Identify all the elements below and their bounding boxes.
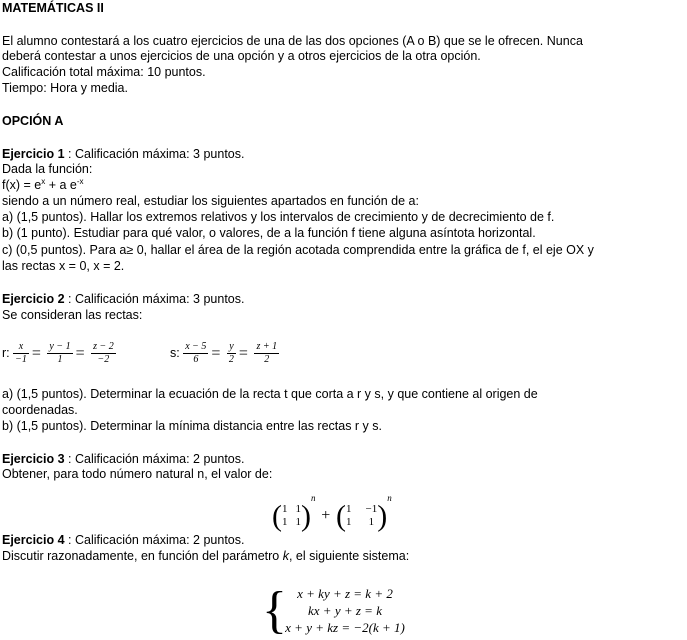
ex2-part-a-1: a) (1,5 puntos). Determinar la ecuación de la recta t que corta a r y s, y que contiene al origen de bbox=[2, 387, 538, 401]
ex2-part-a-2: coordenadas. bbox=[2, 403, 78, 417]
ex1-heading bbox=[2, 147, 245, 162]
exam-title: MATEMÁTICAS II bbox=[2, 1, 104, 15]
ex1-score: : Calificación máxima: 3 puntos. bbox=[64, 147, 245, 161]
ex1-function: $f(x) = e^x + a$ $e^{-x}$ bbox=[2, 177, 84, 192]
line-s-equation: s: $\frac{x - 5}{6}$ = $\frac{y}{2}$ = $\frac{z + 1}{2}$ bbox=[170, 341, 278, 366]
equation-3: x + y + kz = −2(k + 1) bbox=[285, 620, 405, 635]
line-r-label: r: bbox=[2, 346, 10, 360]
ex3-label: Ejercicio 3 bbox=[2, 452, 65, 466]
equation-1: x + ky + z = k + 2 bbox=[297, 586, 393, 601]
line-s-label: s: bbox=[170, 346, 180, 360]
matrix-1: 1 1 1 1 bbox=[282, 503, 301, 529]
ex4-label: Ejercicio 4 bbox=[2, 533, 65, 547]
ex1-part-c-1: c) (0,5 puntos). Para a≥ 0, hallar el área de la región acotada comprendida entre la gráfica de f, el eje OX y bbox=[2, 243, 594, 257]
r-frac-2: $\frac{y - 1}{1}$ bbox=[49, 341, 71, 366]
intro-line-1: El alumno contestará a los cuatro ejercicios de una de las dos opciones (A o B) que se le ofrecen. Nunca bbox=[2, 34, 583, 48]
ex2-heading bbox=[2, 292, 245, 307]
matrix-2: 1 −1 1 1 bbox=[346, 503, 378, 529]
equation-system bbox=[270, 585, 420, 636]
s-frac-1: $\frac{x - 5}{6}$ bbox=[185, 341, 207, 366]
r-frac-1: $\frac{x}{-1}$ bbox=[15, 341, 27, 366]
ex4-heading bbox=[2, 533, 245, 548]
ex4-text: Discutir razonadamente, en función del parámetro k, el siguiente sistema: bbox=[2, 549, 410, 563]
ex3-heading bbox=[2, 452, 245, 467]
ex1-part-a: a) (1,5 puntos). Hallar los extremos relativos y los intervalos de crecimiento y de decrecimiento de f. bbox=[2, 210, 555, 224]
ex2-score: : Calificación máxima: 3 puntos. bbox=[64, 292, 245, 306]
ex1-label: Ejercicio 1 bbox=[2, 147, 65, 161]
matrix-expression: ( 1 1 1 1 )$^n$ + ( 1 −1 1 1 )$^n$ bbox=[272, 493, 392, 533]
ex3-score: : Calificación máxima: 2 puntos. bbox=[64, 452, 245, 466]
s-frac-2: $\frac{y}{2}$ bbox=[228, 341, 234, 366]
ex1-line3: siendo a un número real, estudiar los siguientes apartados en función de a: bbox=[2, 194, 419, 208]
r-frac-3: $\frac{z - 2}{-2}$ bbox=[93, 341, 114, 366]
ex2-given: Se consideran las rectas: bbox=[2, 308, 143, 322]
ex4-score: : Calificación máxima: 2 puntos. bbox=[64, 533, 245, 547]
intro-line-3: Calificación total máxima: 10 puntos. bbox=[2, 65, 206, 79]
line-r-equation: r: $\frac{x}{-1}$ = $\frac{y - 1}{1}$ = $\frac{z - 2}{-2}$ bbox=[2, 341, 114, 366]
intro-line-4: Tiempo: Hora y media. bbox=[2, 81, 128, 95]
system-brace: { bbox=[262, 582, 287, 639]
ex1-given: Dada la función: bbox=[2, 162, 93, 176]
ex2-label: Ejercicio 2 bbox=[2, 292, 65, 306]
ex3-text: Obtener, para todo número natural n, el valor de: bbox=[2, 467, 273, 481]
s-frac-3: $\frac{z + 1}{2}$ bbox=[256, 341, 278, 366]
ex2-part-b: b) (1,5 puntos). Determinar la mínima distancia entre las rectas r y s. bbox=[2, 419, 383, 433]
ex1-part-c-2: las rectas x = 0, x = 2. bbox=[2, 259, 125, 273]
option-heading: OPCIÓN A bbox=[2, 114, 64, 128]
ex1-part-b: b) (1 punto). Estudiar para qué valor, o valores, de a la función f tiene alguna asíntota horizontal. bbox=[2, 226, 536, 240]
intro-line-2: deberá contestar a unos ejercicios de una opción y a otros ejercicios de la otra opción. bbox=[2, 49, 481, 63]
equation-2: kx + y + z = k bbox=[308, 603, 382, 618]
